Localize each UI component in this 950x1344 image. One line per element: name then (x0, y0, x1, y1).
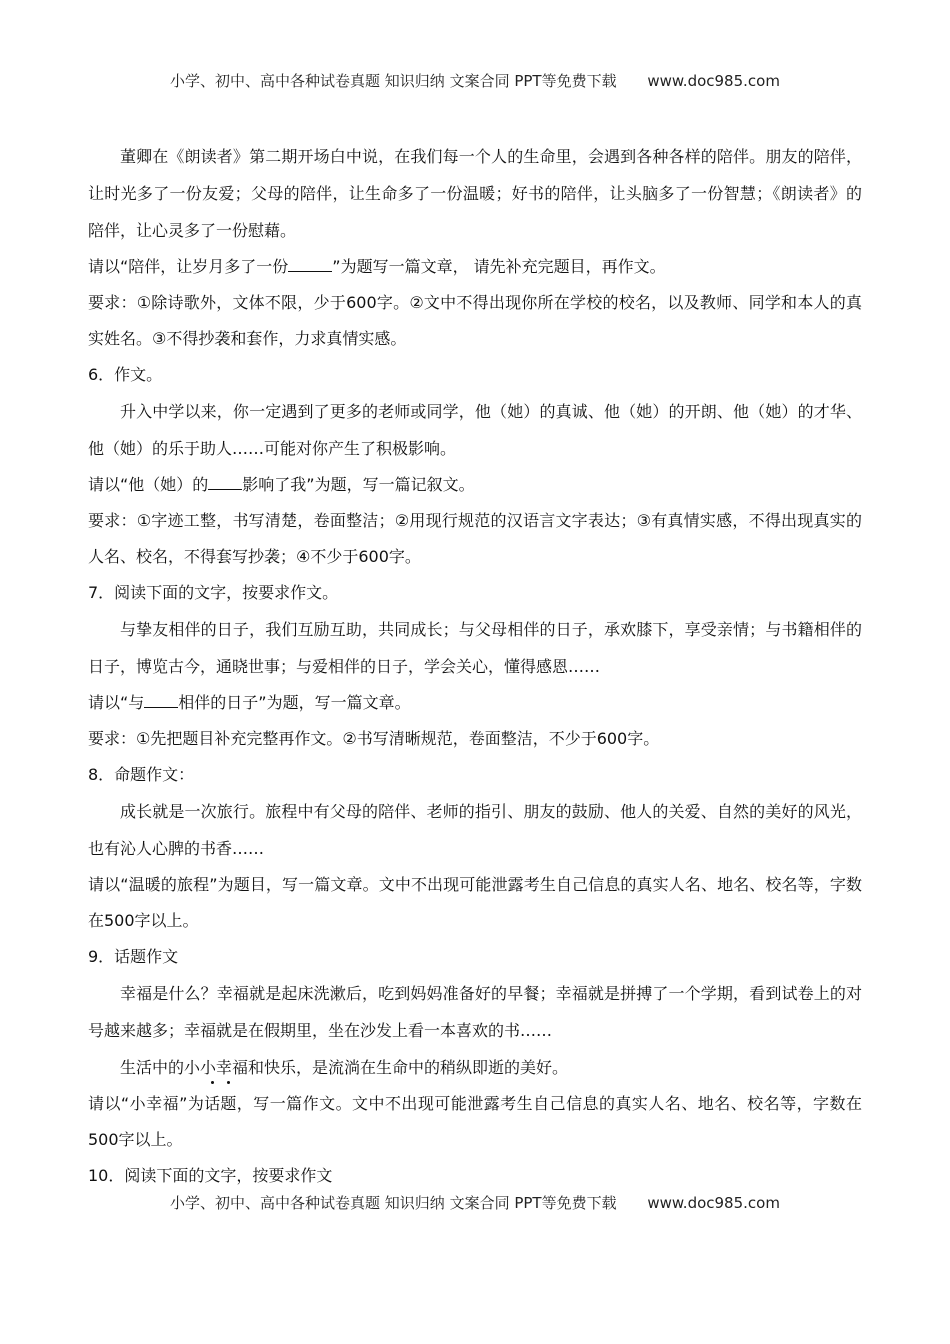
q8-title: 8．命题作文： (88, 765, 195, 784)
q9-instruction-after: ，写一篇作文。文中不出现可能泄露考生自己信息的真实人名、地名、校名等，字数在500字以上。 (88, 1094, 862, 1149)
q9-prompt-2: 生活中的小小幸福和快乐，是流淌在生命中的稍纵即逝的美好。 (120, 1058, 569, 1077)
header-text: 小学、初中、高中各种试卷真题 知识归纳 文案合同 PPT等免费下载 (170, 72, 617, 90)
question-8 (88, 757, 862, 939)
q9-emphasis-char-1: 话 (204, 1086, 220, 1122)
q7-blank (144, 691, 178, 708)
footer-site-link[interactable]: www.doc985.com (647, 1194, 780, 1212)
q6-title: 6．作文。 (88, 365, 163, 384)
q6-instruction (88, 467, 862, 503)
q6-instruction-after: 影响了我”为题，写一篇记叙文。 (242, 475, 475, 494)
q7-instruction (88, 685, 862, 721)
q5-blank (288, 255, 332, 272)
q5-requirements: 要求：①除诗歌外，文体不限，少于600字。②文中不得出现你所在学校的校名，以及教师、同学和本人的真实姓名。③不得抄袭和套作，力求真情实感。 (88, 293, 862, 348)
q5-instruction-after: ”为题写一篇文章， 请先补充完题目，再作文。 (332, 257, 666, 276)
document-body (88, 138, 862, 1194)
q6-blank (208, 473, 242, 490)
q6-prompt: 升入中学以来，你一定遇到了更多的老师或同学，他（她）的真诚、他（她）的开朗、他（她）的才华、他（她）的乐于助人……可能对你产生了积极影响。 (88, 402, 862, 458)
q5-instruction-before: 请以“陪伴，让岁月多了一份 (88, 257, 289, 276)
q9-instruction-before: 请以“小幸福”为 (88, 1094, 205, 1113)
question-9 (88, 939, 862, 1158)
q9-emphasis-char-2: 题 (220, 1086, 236, 1122)
q9-title: 9．话题作文 (88, 947, 179, 966)
q5-prompt: 董卿在《朗读者》第二期开场白中说，在我们每一个人的生命里，会遇到各种各样的陪伴。朋友的陪伴，让时光多了一份友爱；父母的陪伴，让生命多了一份温暖；好书的陪伴，让头脑多了一份智慧；《朗读者》的陪伴，让心灵多了一份慰藉。 (88, 147, 862, 240)
question-10 (88, 1158, 862, 1194)
header-site-link[interactable]: www.doc985.com (647, 72, 780, 90)
q8-prompt: 成长就是一次旅行。旅程中有父母的陪伴、老师的指引、朋友的鼓励、他人的关爱、自然的美好的风光，也有沁人心脾的书香…… (88, 802, 862, 858)
q6-requirements: 要求：①字迹工整，书写清楚，卷面整洁；②用现行规范的汉语言文字表达；③有真情实感，不得出现真实的人名、校名，不得套写抄袭；④不少于600字。 (88, 511, 862, 566)
footer-text: 小学、初中、高中各种试卷真题 知识归纳 文案合同 PPT等免费下载 (170, 1194, 617, 1212)
q9-prompt-1: 幸福是什么？幸福就是起床洗漱后，吃到妈妈准备好的早餐；幸福就是拼搏了一个学期，看到试卷上的对号越来越多；幸福就是在假期里，坐在沙发上看一本喜欢的书…… (88, 984, 862, 1040)
page-header (0, 70, 950, 91)
q7-title: 7．阅读下面的文字，按要求作文。 (88, 583, 339, 602)
q8-instruction: 请以“温暖的旅程”为题目，写一篇文章。文中不出现可能泄露考生自己信息的真实人名、地名、校名等，字数在500字以上。 (88, 875, 862, 930)
q7-instruction-after: 相伴的日子”为题，写一篇文章。 (178, 693, 411, 712)
q7-instruction-before: 请以“与 (88, 693, 145, 712)
q7-prompt: 与挚友相伴的日子，我们互励互助，共同成长；与父母相伴的日子，承欢膝下，享受亲情；与书籍相伴的日子，博览古今，通晓世事；与爱相伴的日子，学会关心，懂得感恩…… (88, 620, 862, 676)
question-7 (88, 575, 862, 757)
question-6 (88, 357, 862, 575)
q9-instruction (88, 1086, 862, 1158)
q6-instruction-before: 请以“他（她）的 (88, 475, 209, 494)
q7-requirements: 要求：①先把题目补充完整再作文。②书写清晰规范，卷面整洁，不少于600字。 (88, 729, 660, 748)
question-5 (88, 138, 862, 357)
q5-instruction (88, 249, 862, 285)
page-footer (0, 1192, 950, 1213)
q10-title: 10．阅读下面的文字，按要求作文 (88, 1166, 333, 1185)
